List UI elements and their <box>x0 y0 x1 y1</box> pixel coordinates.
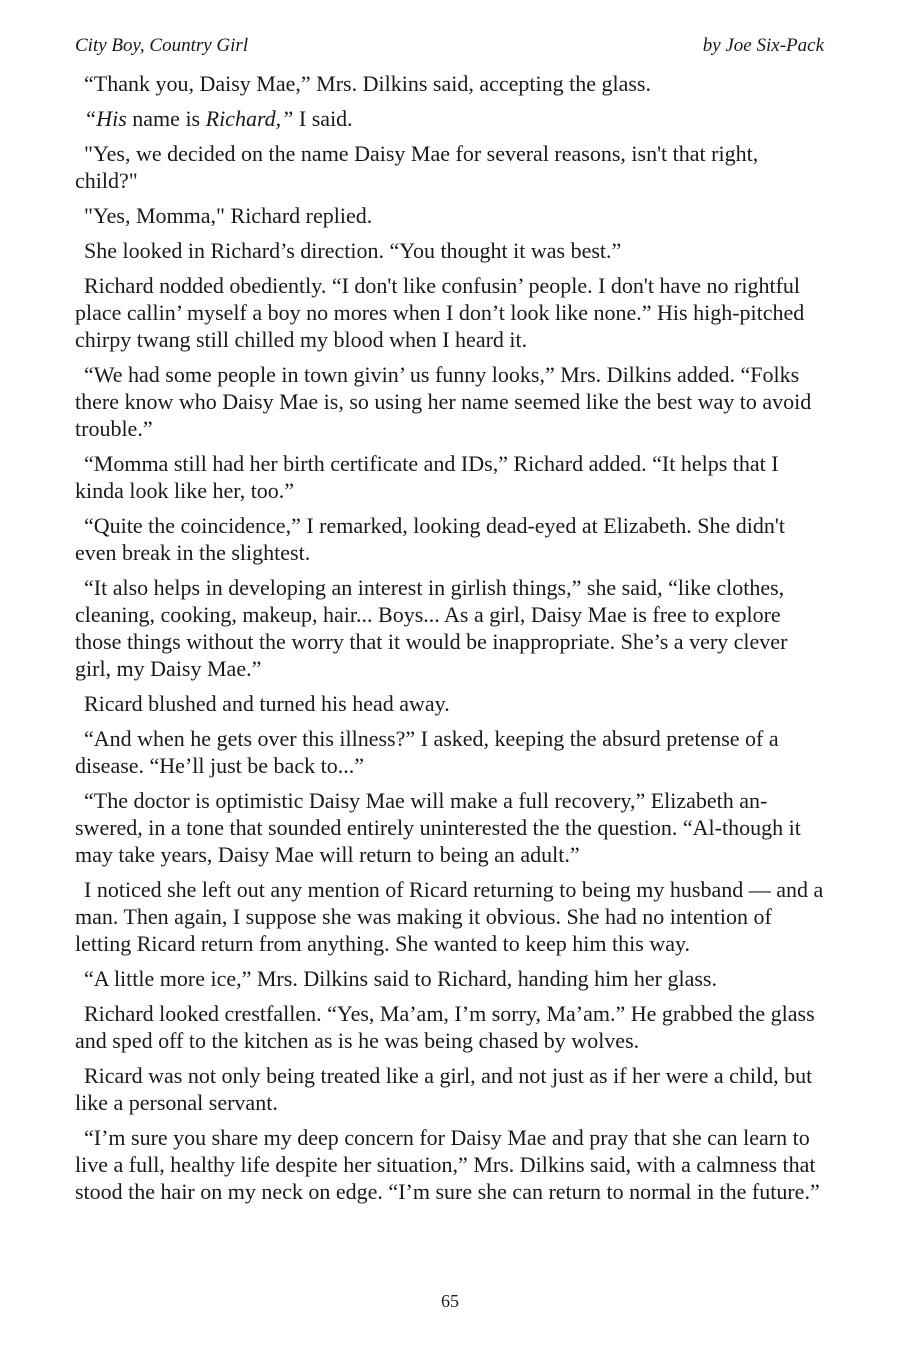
page-number: 65 <box>441 1291 459 1311</box>
paragraph: “I’m sure you share my deep concern for Daisy Mae and pray that she can learn to live a full, healthy life despite her situation,” Mrs. Dilkins said, with a calmness that stood the hair on my neck on edge. “I’m sure she can return to normal in the future.” <box>75 1125 820 1204</box>
paragraph: “We had some people in town givin’ us funny looks,” Mrs. Dilkins added. “Folks there know who Daisy Mae is, so using her name seemed like the best way to avoid trouble.” <box>75 362 812 441</box>
paragraph: “His name is Richard,” I said. <box>84 106 353 131</box>
emphasis: Richard,” <box>205 106 294 131</box>
paragraph: “The doctor is optimistic Daisy Mae will make a full recovery,” Elizabeth an-swered, in a tone that sounded entirely uninterested the the question. “Al-though it may take years, Daisy Mae will return to being an adult.” <box>75 788 801 867</box>
paragraph: Richard looked crestfallen. “Yes, Ma’am, I’m sorry, Ma’am.” He grabbed the glass and sped off to the kitchen as is he was being chased by wolves. <box>75 1001 815 1053</box>
paragraph: “A little more ice,” Mrs. Dilkins said to Richard, handing him her glass. <box>84 966 717 991</box>
paragraph: “It also helps in developing an interest in girlish things,” she said, “like clothes, cleaning, cooking, makeup, hair... Boys... As a girl, Daisy Mae is free to explore those things without the worry that it would be inappropriate. She’s a very clever girl, my Daisy Mae.” <box>75 575 788 681</box>
paragraph: “And when he gets over this illness?” I asked, keeping the absurd pretense of a disease. “He’ll just be back to...” <box>75 726 779 778</box>
paragraph: “Momma still had her birth certificate and IDs,” Richard added. “It helps that I kinda look like her, too.” <box>75 451 779 503</box>
paragraph: Richard nodded obediently. “I don't like confusin’ people. I don't have no rightful place callin’ myself a boy no mores when I don’t look like none.” His high-pitched chirpy twang still chilled my blood when I heard it. <box>75 273 805 352</box>
paragraph: I noticed she left out any mention of Ricard returning to being my husband — and a man. Then again, I suppose she was making it obvious. She had no intention of letting Ricard return from anything. She wanted to keep him this way. <box>75 877 824 956</box>
paragraph: “Thank you, Daisy Mae,” Mrs. Dilkins said, accepting the glass. <box>84 71 651 96</box>
emphasis: “His <box>84 106 127 131</box>
paragraph: Ricard blushed and turned his head away. <box>84 691 450 716</box>
author-name: by Joe Six-Pack <box>702 35 824 56</box>
paragraph: “Quite the coincidence,” I remarked, looking dead-eyed at Elizabeth. She didn't even break in the slightest. <box>75 513 785 565</box>
paragraph: "Yes, Momma," Richard replied. <box>84 203 373 228</box>
paragraph: Ricard was not only being treated like a girl, and not just as if her were a child, but like a personal servant. <box>75 1063 813 1115</box>
paragraph: She looked in Richard’s direction. “You thought it was best.” <box>84 238 622 263</box>
paragraph: "Yes, we decided on the name Daisy Mae for several reasons, isn't that right, child?" <box>75 141 759 193</box>
body-text <box>75 70 825 1213</box>
running-header <box>75 34 824 58</box>
book-title: City Boy, Country Girl <box>75 35 249 56</box>
